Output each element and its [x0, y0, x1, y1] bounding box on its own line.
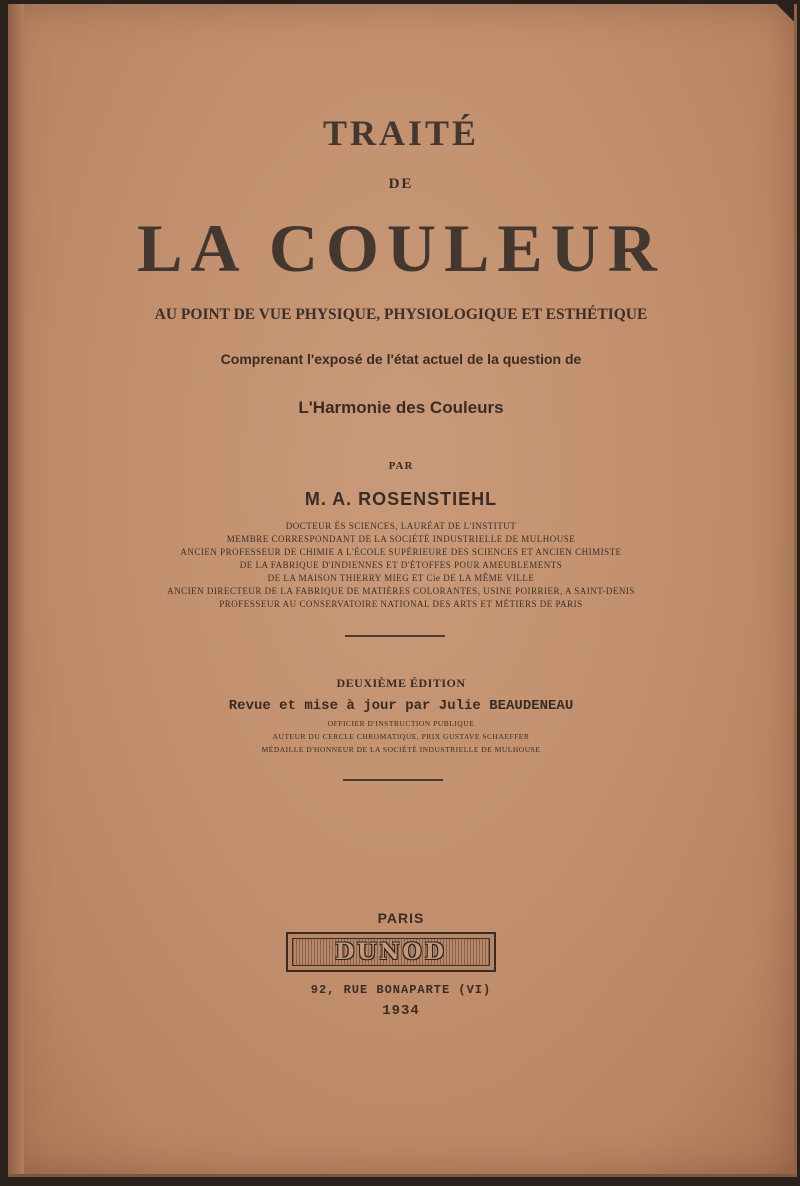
publisher-city: PARIS: [377, 910, 425, 926]
author-credential: ANCIEN PROFESSEUR DE CHIMIE A L'ÉCOLE SUPÉRIEURE DES SCIENCES ET ANCIEN CHIMISTE: [180, 547, 622, 557]
book-description: Comprenant l'exposé de l'état actuel de la question de: [220, 351, 582, 367]
author-credential: ANCIEN DIRECTEUR DE LA FABRIQUE DE MATIÈRES COLORANTES, USINE POIRRIER, A SAINT-DENIS: [167, 586, 635, 596]
publication-year: 1934: [382, 1003, 420, 1019]
revision-credit: Revue et mise à jour par Julie BEAUDENEAU: [228, 698, 574, 714]
edition-label: DEUXIÈME ÉDITION: [336, 676, 466, 690]
author-name: M. A. ROSENSTIEHL: [304, 489, 498, 509]
publisher-logo: [286, 932, 496, 972]
publisher-logo-frame: [292, 938, 490, 966]
book-subtitle: AU POINT DE VUE PHYSIQUE, PHYSIOLOGIQUE ET ESTHÉTIQUE: [154, 306, 648, 323]
book-topic: L'Harmonie des Couleurs: [298, 398, 504, 417]
editor-credential: MÉDAILLE D'HONNEUR DE LA SOCIÉTÉ INDUSTRIELLE DE MULHOUSE: [261, 745, 541, 754]
title-connector-de: DE: [388, 176, 414, 192]
author-credential: PROFESSEUR AU CONSERVATOIRE NATIONAL DES ARTS ET MÉTIERS DE PARIS: [219, 599, 583, 609]
book-title-traite: TRAITÉ: [322, 113, 480, 153]
author-credential: DE LA FABRIQUE D'INDIENNES ET D'ÉTOFFES POUR AMEUBLEMENTS: [239, 560, 563, 570]
book-main-title: LA COULEUR: [137, 210, 665, 286]
editor-credential: AUTEUR DU CERCLE CHROMATIQUE, PRIX GUSTAVE SCHAEFFER: [272, 732, 530, 741]
torn-corner: [766, 4, 794, 34]
editor-credential: OFFICIER D'INSTRUCTION PUBLIQUE: [327, 719, 475, 728]
book-cover: [8, 4, 797, 1177]
publisher-name: DUNOD: [335, 939, 447, 965]
author-credential: DOCTEUR ÈS SCIENCES, LAURÉAT DE L'INSTITUT: [285, 521, 517, 531]
divider-rule: [345, 635, 445, 637]
author-credential: MEMBRE CORRESPONDANT DE LA SOCIÉTÉ INDUSTRIELLE DE MULHOUSE: [226, 534, 576, 544]
divider-rule: [343, 779, 443, 781]
by-label: PAR: [388, 460, 414, 472]
publisher-address: 92, RUE BONAPARTE (VI): [310, 983, 492, 997]
author-credential: DE LA MAISON THIERRY MIEG ET Cie DE LA MÊME VILLE: [267, 573, 535, 583]
